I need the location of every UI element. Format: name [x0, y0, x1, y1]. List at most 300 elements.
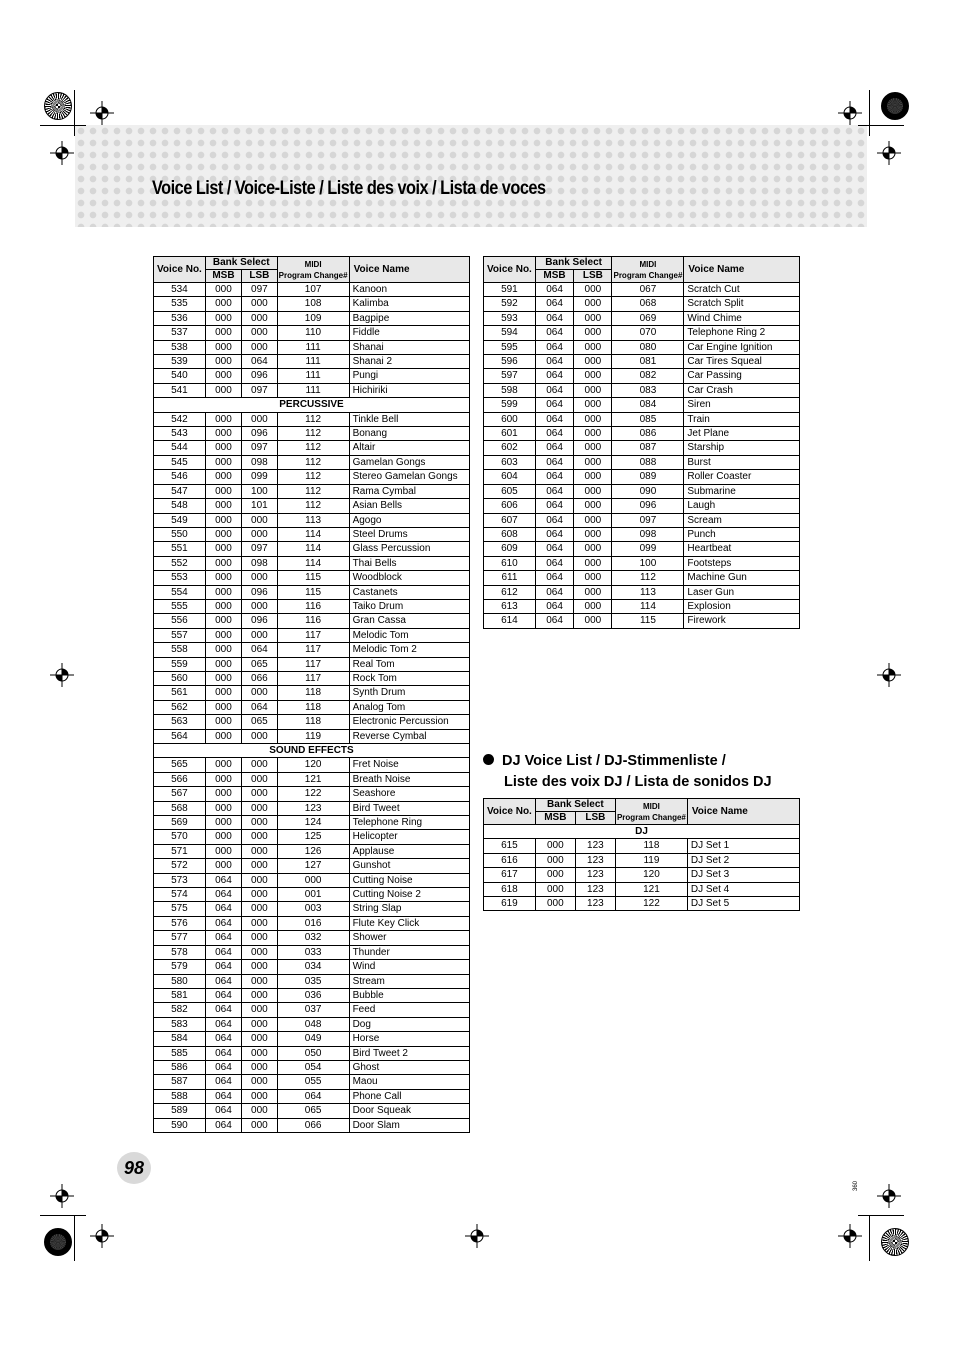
program-change-cell: 114: [277, 527, 349, 541]
lsb-cell: 000: [242, 830, 278, 844]
msb-cell: 064: [535, 542, 573, 556]
table-row: [484, 369, 800, 383]
msb-cell: 064: [535, 585, 573, 599]
table-row: [154, 657, 470, 671]
msb-cell: 000: [205, 758, 241, 772]
header-msb: MSB: [535, 270, 573, 283]
voice-no-cell: 557: [154, 628, 206, 642]
table-row: [154, 1046, 470, 1060]
msb-cell: 000: [205, 686, 241, 700]
lsb-cell: 000: [242, 888, 278, 902]
table-row: [154, 1075, 470, 1089]
voice-no-cell: 581: [154, 988, 206, 1002]
msb-cell: 064: [535, 470, 573, 484]
msb-cell: 064: [205, 1075, 241, 1089]
msb-cell: 064: [535, 412, 573, 426]
msb-cell: 064: [205, 873, 241, 887]
lsb-cell: 097: [242, 283, 278, 297]
table-row: [484, 470, 800, 484]
msb-cell: 000: [205, 801, 241, 815]
voice-no-cell: 616: [484, 853, 536, 867]
lsb-cell: 123: [575, 853, 615, 867]
voice-no-cell: 594: [484, 326, 536, 340]
msb-cell: 064: [535, 455, 573, 469]
msb-cell: 064: [535, 484, 573, 498]
table-row: [484, 326, 800, 340]
lsb-cell: 000: [242, 1104, 278, 1118]
table-row: [154, 340, 470, 354]
registration-crosshair-icon: [877, 663, 901, 687]
voice-no-cell: 588: [154, 1089, 206, 1103]
voice-no-cell: 541: [154, 383, 206, 397]
voice-name-cell: DJ Set 4: [687, 882, 799, 896]
program-change-cell: 112: [277, 484, 349, 498]
table-row: [484, 441, 800, 455]
lsb-cell: 000: [242, 599, 278, 613]
lsb-cell: 123: [575, 868, 615, 882]
program-change-cell: 114: [277, 542, 349, 556]
msb-cell: 000: [205, 484, 241, 498]
voice-name-cell: Bonang: [349, 427, 469, 441]
msb-cell: 000: [205, 859, 241, 873]
table-row: [484, 484, 800, 498]
voice-no-cell: 540: [154, 369, 206, 383]
program-change-cell: 115: [277, 571, 349, 585]
table-row: [154, 527, 470, 541]
program-change-cell: 034: [277, 960, 349, 974]
program-change-cell: 114: [277, 556, 349, 570]
program-change-cell: 089: [612, 470, 684, 484]
lsb-cell: 000: [574, 542, 612, 556]
program-change-cell: 113: [612, 585, 684, 599]
voice-name-cell: Steel Drums: [349, 527, 469, 541]
msb-cell: 000: [205, 340, 241, 354]
voice-name-cell: Reverse Cymbal: [349, 729, 469, 743]
msb-cell: 064: [205, 1017, 241, 1031]
table-row: [484, 527, 800, 541]
voice-name-cell: Stream: [349, 974, 469, 988]
header-lsb: LSB: [574, 270, 612, 283]
lsb-cell: 000: [242, 916, 278, 930]
voice-name-cell: Submarine: [684, 484, 800, 498]
table-row: [154, 801, 470, 815]
table-row: [484, 556, 800, 570]
program-change-cell: 016: [277, 916, 349, 930]
lsb-cell: 000: [242, 988, 278, 1002]
voice-no-cell: 580: [154, 974, 206, 988]
program-change-cell: 119: [615, 853, 687, 867]
lsb-cell: 065: [242, 657, 278, 671]
voice-name-cell: Laser Gun: [684, 585, 800, 599]
voice-no-cell: 566: [154, 772, 206, 786]
msb-cell: 000: [205, 671, 241, 685]
table-row: [154, 945, 470, 959]
voice-no-cell: 593: [484, 311, 536, 325]
program-change-cell: 000: [277, 873, 349, 887]
voice-name-cell: Roller Coaster: [684, 470, 800, 484]
lsb-cell: 000: [242, 729, 278, 743]
voice-no-cell: 602: [484, 441, 536, 455]
lsb-cell: 000: [574, 383, 612, 397]
voice-no-cell: 584: [154, 1032, 206, 1046]
program-change-cell: 118: [615, 839, 687, 853]
program-change-cell: 117: [277, 671, 349, 685]
voice-no-cell: 545: [154, 455, 206, 469]
table-row: [154, 571, 470, 585]
lsb-cell: 096: [242, 585, 278, 599]
program-change-cell: 070: [612, 326, 684, 340]
table-row: [484, 513, 800, 527]
voice-name-cell: Car Passing: [684, 369, 800, 383]
voice-name-cell: DJ Set 1: [687, 839, 799, 853]
lsb-cell: 000: [242, 1032, 278, 1046]
voice-name-cell: Maou: [349, 1075, 469, 1089]
lsb-cell: 000: [574, 340, 612, 354]
table-row: [154, 988, 470, 1002]
table-row: [484, 297, 800, 311]
voice-no-cell: 592: [484, 297, 536, 311]
program-change-cell: 069: [612, 311, 684, 325]
voice-name-cell: Bird Tweet: [349, 801, 469, 815]
msb-cell: 064: [535, 326, 573, 340]
msb-cell: 064: [535, 614, 573, 628]
program-change-cell: 108: [277, 297, 349, 311]
voice-no-cell: 607: [484, 513, 536, 527]
program-change-cell: 111: [277, 355, 349, 369]
program-change-cell: 100: [612, 556, 684, 570]
voice-name-cell: Shower: [349, 931, 469, 945]
voice-name-cell: Rock Tom: [349, 671, 469, 685]
program-change-cell: 120: [277, 758, 349, 772]
table-row: [154, 758, 470, 772]
lsb-cell: 000: [242, 772, 278, 786]
voice-name-cell: Analog Tom: [349, 700, 469, 714]
lsb-cell: 000: [242, 960, 278, 974]
program-change-cell: 067: [612, 283, 684, 297]
program-change-cell: 114: [612, 599, 684, 613]
voice-no-cell: 605: [484, 484, 536, 498]
voice-name-cell: Shanai: [349, 340, 469, 354]
voice-no-cell: 536: [154, 311, 206, 325]
voice-name-cell: Kalimba: [349, 297, 469, 311]
table-row: [484, 853, 800, 867]
program-change-cell: 082: [612, 369, 684, 383]
table-row: [154, 542, 470, 556]
lsb-cell: 000: [574, 355, 612, 369]
voice-no-cell: 574: [154, 888, 206, 902]
lsb-cell: 000: [242, 758, 278, 772]
voice-no-cell: 554: [154, 585, 206, 599]
lsb-cell: 000: [242, 801, 278, 815]
voice-name-cell: Agogo: [349, 513, 469, 527]
table-row: [154, 700, 470, 714]
msb-cell: 064: [205, 988, 241, 1002]
voice-no-cell: 571: [154, 844, 206, 858]
program-change-cell: 111: [277, 340, 349, 354]
voice-name-cell: Door Squeak: [349, 1104, 469, 1118]
table-row: [484, 340, 800, 354]
voice-no-cell: 559: [154, 657, 206, 671]
voice-name-cell: Kanoon: [349, 283, 469, 297]
table-row: [154, 1118, 470, 1132]
registration-crosshair-icon: [838, 101, 862, 125]
voice-name-cell: String Slap: [349, 902, 469, 916]
voice-name-cell: DJ Set 5: [687, 897, 799, 911]
voice-no-cell: 558: [154, 643, 206, 657]
msb-cell: 000: [205, 297, 241, 311]
lsb-cell: 000: [574, 513, 612, 527]
dj-voice-table: [483, 798, 800, 911]
msb-cell: 064: [205, 1089, 241, 1103]
voice-name-cell: Gamelan Gongs: [349, 455, 469, 469]
msb-cell: 064: [205, 1060, 241, 1074]
msb-cell: 000: [205, 830, 241, 844]
lsb-cell: 000: [242, 1118, 278, 1132]
registration-crosshair-icon: [877, 1184, 901, 1208]
lsb-cell: 000: [574, 297, 612, 311]
voice-name-cell: Taiko Drum: [349, 599, 469, 613]
section-label: SOUND EFFECTS: [154, 744, 470, 758]
voice-no-cell: 535: [154, 297, 206, 311]
msb-cell: 000: [205, 787, 241, 801]
header-bank-select: Bank Select: [205, 257, 277, 270]
program-change-cell: 127: [277, 859, 349, 873]
voice-name-cell: Gunshot: [349, 859, 469, 873]
program-change-cell: 032: [277, 931, 349, 945]
program-change-cell: 099: [612, 542, 684, 556]
table-row: [154, 556, 470, 570]
voice-name-cell: Scream: [684, 513, 800, 527]
table-row: [484, 455, 800, 469]
msb-cell: 000: [205, 729, 241, 743]
voice-no-cell: 562: [154, 700, 206, 714]
msb-cell: 000: [205, 441, 241, 455]
msb-cell: 000: [205, 700, 241, 714]
voice-name-cell: Horse: [349, 1032, 469, 1046]
program-change-cell: 097: [612, 513, 684, 527]
table-row: [154, 499, 470, 513]
lsb-cell: 097: [242, 441, 278, 455]
lsb-cell: 064: [242, 643, 278, 657]
voice-no-cell: 556: [154, 614, 206, 628]
msb-cell: 000: [205, 369, 241, 383]
voice-no-cell: 601: [484, 427, 536, 441]
lsb-cell: 000: [242, 1017, 278, 1031]
lsb-cell: 000: [242, 527, 278, 541]
lsb-cell: 101: [242, 499, 278, 513]
voice-table-right: [483, 256, 800, 629]
lsb-cell: 000: [574, 441, 612, 455]
msb-cell: 064: [535, 513, 573, 527]
voice-no-cell: 575: [154, 902, 206, 916]
table-row: [484, 398, 800, 412]
msb-cell: 064: [535, 599, 573, 613]
msb-cell: 000: [205, 513, 241, 527]
table-row: [484, 882, 800, 896]
voice-name-cell: Fret Noise: [349, 758, 469, 772]
program-change-cell: 116: [277, 614, 349, 628]
voice-name-cell: Glass Percussion: [349, 542, 469, 556]
program-change-cell: 124: [277, 816, 349, 830]
table-row: [154, 1104, 470, 1118]
voice-no-cell: 543: [154, 427, 206, 441]
lsb-cell: 000: [574, 369, 612, 383]
voice-no-cell: 550: [154, 527, 206, 541]
voice-no-cell: 611: [484, 571, 536, 585]
lsb-cell: 000: [574, 484, 612, 498]
lsb-cell: 097: [242, 383, 278, 397]
program-change-cell: 033: [277, 945, 349, 959]
program-change-cell: 117: [277, 628, 349, 642]
voice-no-cell: 609: [484, 542, 536, 556]
lsb-cell: 000: [574, 585, 612, 599]
voice-name-cell: Burst: [684, 455, 800, 469]
voice-name-cell: Jet Plane: [684, 427, 800, 441]
voice-name-cell: Wind Chime: [684, 311, 800, 325]
lsb-cell: 000: [574, 470, 612, 484]
dj-section-heading: DJ Voice List / DJ-Stimmenliste / Liste des voix DJ / Lista de sonidos DJ: [483, 751, 772, 793]
voice-no-cell: 563: [154, 715, 206, 729]
header-voice-no: Voice No.: [154, 257, 206, 283]
header-midi-program-change: MIDI Program Change#: [615, 799, 687, 825]
voice-name-cell: Punch: [684, 527, 800, 541]
registration-crosshair-icon: [50, 663, 74, 687]
msb-cell: 064: [535, 369, 573, 383]
voice-table-left: [153, 256, 470, 1133]
voice-no-cell: 595: [484, 340, 536, 354]
lsb-cell: 000: [574, 455, 612, 469]
table-row: [484, 427, 800, 441]
program-change-cell: 087: [612, 441, 684, 455]
table-row: [484, 585, 800, 599]
msb-cell: 064: [205, 1003, 241, 1017]
lsb-cell: 098: [242, 556, 278, 570]
table-row: [154, 844, 470, 858]
msb-cell: 000: [205, 844, 241, 858]
table-row: [154, 441, 470, 455]
voice-no-cell: 553: [154, 571, 206, 585]
program-change-cell: 037: [277, 1003, 349, 1017]
voice-name-cell: Bubble: [349, 988, 469, 1002]
header-voice-name: Voice Name: [684, 257, 800, 283]
program-change-cell: 112: [277, 427, 349, 441]
voice-name-cell: Castanets: [349, 585, 469, 599]
table-row: [154, 787, 470, 801]
lsb-cell: 000: [574, 614, 612, 628]
table-row: [154, 369, 470, 383]
program-change-cell: 085: [612, 412, 684, 426]
lsb-cell: 000: [242, 974, 278, 988]
registration-crosshair-icon: [50, 1184, 74, 1208]
lsb-cell: 000: [242, 628, 278, 642]
table-row: [154, 311, 470, 325]
table-row: [484, 383, 800, 397]
voice-name-cell: Heartbeat: [684, 542, 800, 556]
voice-name-cell: Scratch Split: [684, 297, 800, 311]
table-row: [484, 542, 800, 556]
lsb-cell: 099: [242, 470, 278, 484]
edge-code: 360: [853, 1180, 860, 1192]
lsb-cell: 097: [242, 542, 278, 556]
program-change-cell: 116: [277, 599, 349, 613]
table-row: [154, 455, 470, 469]
voice-no-cell: 610: [484, 556, 536, 570]
program-change-cell: 035: [277, 974, 349, 988]
voice-no-cell: 619: [484, 897, 536, 911]
voice-name-cell: Synth Drum: [349, 686, 469, 700]
section-label: DJ: [484, 825, 800, 839]
lsb-cell: 000: [242, 311, 278, 325]
voice-no-cell: 572: [154, 859, 206, 873]
table-row: [154, 614, 470, 628]
voice-name-cell: Shanai 2: [349, 355, 469, 369]
msb-cell: 000: [205, 326, 241, 340]
msb-cell: 064: [535, 355, 573, 369]
voice-name-cell: Helicopter: [349, 830, 469, 844]
voice-name-cell: Machine Gun: [684, 571, 800, 585]
program-change-cell: 084: [612, 398, 684, 412]
voice-no-cell: 599: [484, 398, 536, 412]
program-change-cell: 096: [612, 499, 684, 513]
voice-no-cell: 598: [484, 383, 536, 397]
voice-name-cell: Telephone Ring 2: [684, 326, 800, 340]
header-midi-program-change: MIDI Program Change#: [612, 257, 684, 283]
msb-cell: 000: [205, 571, 241, 585]
lsb-cell: 000: [574, 398, 612, 412]
program-change-cell: 088: [612, 455, 684, 469]
program-change-cell: 112: [612, 571, 684, 585]
header-voice-name: Voice Name: [687, 799, 799, 825]
voice-name-cell: Door Slam: [349, 1118, 469, 1132]
voice-name-cell: Explosion: [684, 599, 800, 613]
table-row: [154, 888, 470, 902]
table-row: [484, 599, 800, 613]
table-row: [484, 571, 800, 585]
table-row: [154, 859, 470, 873]
header-lsb: LSB: [242, 270, 278, 283]
msb-cell: 000: [205, 657, 241, 671]
voice-name-cell: Phone Call: [349, 1089, 469, 1103]
voice-name-cell: Fiddle: [349, 326, 469, 340]
voice-name-cell: Dog: [349, 1017, 469, 1031]
voice-no-cell: 600: [484, 412, 536, 426]
lsb-cell: 000: [574, 427, 612, 441]
table-row: [154, 960, 470, 974]
table-row: [154, 283, 470, 297]
table-row: [154, 902, 470, 916]
voice-name-cell: Thai Bells: [349, 556, 469, 570]
voice-name-cell: Melodic Tom: [349, 628, 469, 642]
table-row: [154, 1003, 470, 1017]
program-change-cell: 055: [277, 1075, 349, 1089]
msb-cell: 000: [205, 383, 241, 397]
program-change-cell: 112: [277, 499, 349, 513]
registration-crosshair-icon: [877, 141, 901, 165]
msb-cell: 000: [205, 628, 241, 642]
table-row: [154, 931, 470, 945]
lsb-cell: 000: [242, 686, 278, 700]
table-row: [154, 686, 470, 700]
lsb-cell: 000: [242, 787, 278, 801]
voice-name-cell: Seashore: [349, 787, 469, 801]
msb-cell: 000: [205, 599, 241, 613]
msb-cell: 064: [205, 931, 241, 945]
voice-name-cell: Bagpipe: [349, 311, 469, 325]
msb-cell: 064: [535, 441, 573, 455]
program-change-cell: 120: [615, 868, 687, 882]
voice-no-cell: 579: [154, 960, 206, 974]
lsb-cell: 000: [242, 571, 278, 585]
